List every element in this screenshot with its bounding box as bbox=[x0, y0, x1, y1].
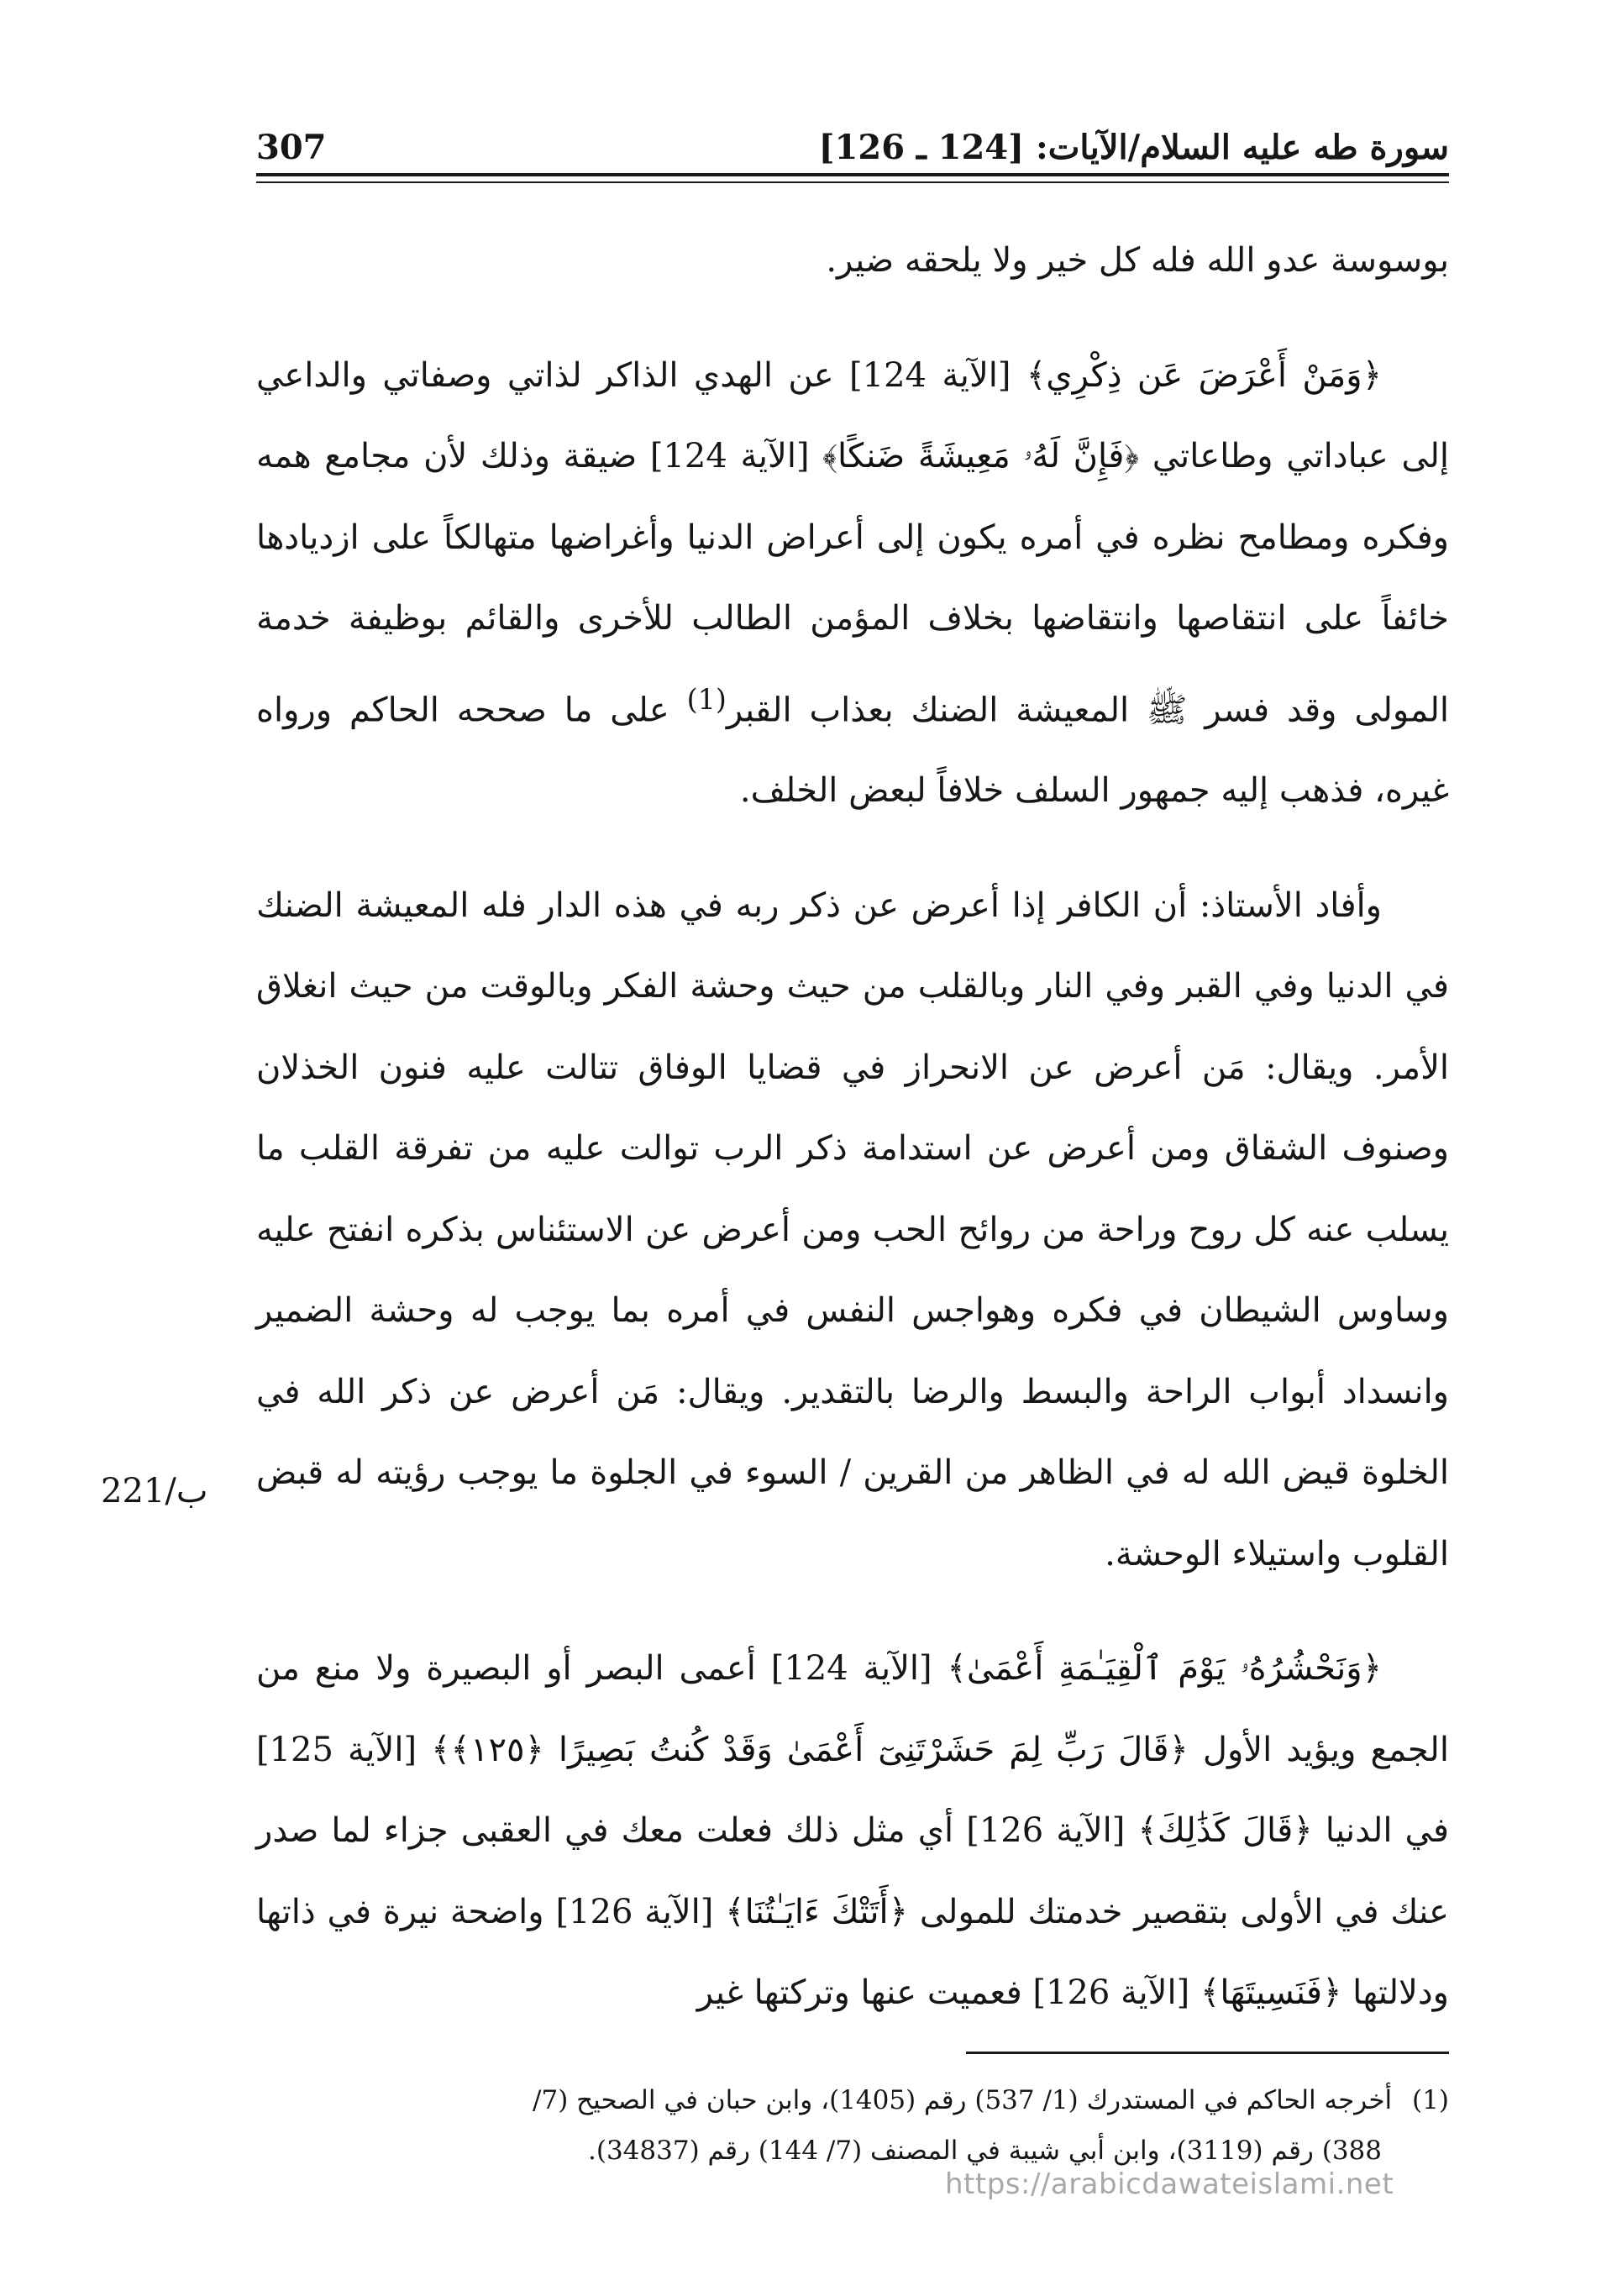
text-run: [الآية 126] واضحة نيرة في ذاتها ودلالتها bbox=[256, 1892, 1449, 2013]
text-run: [الآية 126] فعميت عنها وتركتها غير bbox=[696, 1973, 1200, 2013]
quran-quote: ﴿فَنَسِيتَهَا﴾ bbox=[1200, 1973, 1342, 2013]
footnote-marker: (1) bbox=[1412, 2085, 1449, 2115]
paragraph bbox=[256, 335, 1449, 832]
quran-quote: ﴿فَإِنَّ لَهُۥ مَعِيشَةً ضَنكًا﴾ bbox=[822, 437, 1140, 475]
paragraph bbox=[256, 1628, 1449, 2034]
footnote-separator bbox=[966, 2052, 1449, 2054]
body-text bbox=[256, 220, 1449, 2034]
footnote-continuation: 388) رقم (3119)، وابن أبي شيبة في المصنف (7/ 144) رقم (34837). bbox=[587, 2136, 1382, 2166]
quran-quote: ﴿وَمَنْ أَعْرَضَ عَن ذِكْرِي﴾ bbox=[1026, 355, 1383, 395]
footnote-text: أخرجه الحاكم في المستدرك (1/ 537) رقم (1405)، وابن حبان في الصحيح (7/ bbox=[533, 2085, 1393, 2115]
footnote-reference: (1) bbox=[686, 682, 727, 716]
text-run: [الآية 124] ضيقة وذلك لأن مجامع همه وفكره ومطامح نظره في أمره يكون إلى أعراض الدنيا وأغراضها متهالكاً على ازديادها خائفاً على انتقاصها وانتقاضها بخلاف المؤمن الطالب للأخرى والقائم بوظيفة خدمة المولى وقد فسر ﷺ المعيشة الضنك بعذاب القبر bbox=[256, 437, 1449, 729]
quran-quote: ﴿وَنَحْشُرُهُۥ يَوْمَ ٱلْقِيَـٰمَةِ أَعْمَىٰ﴾ bbox=[947, 1649, 1383, 1689]
paragraph bbox=[256, 220, 1449, 302]
header-rule-thick bbox=[256, 173, 1449, 176]
page-number: 307 bbox=[256, 128, 327, 167]
quran-quote: ﴿قَالَ كَذَٰلِكَ﴾ bbox=[1137, 1811, 1313, 1851]
margin-folio-note: 221/ب bbox=[101, 1472, 208, 1511]
text-run: [الآية 125] في الدنيا bbox=[256, 1730, 1450, 1851]
text-run: وأفاد الأستاذ: أن الكافر إذا أعرض عن ذكر ربه في هذه الدار فله المعيشة الضنك في الدنيا وفي القبر وفي النار وبالقلب من حيث وحشة الفكر وبالوقت من حيث انغلاق الأمر. ويقال: مَن أعرض عن الانحراز في قضايا الوفاق تتالت عليه فنون الخذلان وصنوف الشقاق ومن أعرض عن استدامة ذكر الرب توالت عليه من تفرقة القلب ما يسلب عنه كل روح وراحة من روائح الحب ومن أعرض عن الاستئناس بذكره انفتح عليه وساوس الشيطان في فكره وهواجس النفس في أمره بما يوجب له وحشة الضمير وانسداد أبواب الراحة والبسط والرضا بالتقدير. ويقال: مَن أعرض عن ذكر الله في الخلوة قيض الله له في الظاهر من القرين / السوء في الجلوة ما يوجب رؤيته له قبض القلوب واستيلاء الوحشة. bbox=[256, 885, 1449, 1574]
footnote bbox=[319, 2075, 1449, 2176]
text-run: بوسوسة عدو الله فله كل خير ولا يلحقه ضير. bbox=[826, 241, 1449, 280]
running-header bbox=[256, 126, 1449, 170]
header-title: سورة طه عليه السلام/الآيات: [124 ـ 126] bbox=[818, 128, 1449, 167]
paragraph bbox=[256, 865, 1449, 1595]
watermark-url: https://arabicdawateislami.net bbox=[945, 2167, 1394, 2201]
text-run: [الآية 126] أي مثل ذلك فعلت معك في العقبى جزاء لما صدر عنك في الأولى بتقصير خدمتك للمولى bbox=[256, 1811, 1450, 1931]
text-run: [الآية 124] عن الهدي الذاكر لذاتي وصفاتي والداعي إلى عباداتي وطاعاتي bbox=[256, 355, 1450, 475]
header-rule-thin bbox=[256, 181, 1449, 183]
text-run: [الآية 124] أعمى البصر أو البصيرة ولا منع من الجمع ويؤيد الأول bbox=[256, 1649, 1449, 1769]
quran-quote: ﴿أَتَتْكَ ءَايَـٰتُنَا﴾ bbox=[725, 1892, 909, 1931]
text-run: على ما صححه الحاكم ورواه غيره، فذهب إليه جمهور السلف خلافاً لبعض الخلف. bbox=[256, 690, 1449, 811]
quran-quote: ﴿قَالَ رَبِّ لِمَ حَشَرْتَنِىٓ أَعْمَىٰ وَقَدْ كُنتُ بَصِيرًا ﴿١٢٥﴾﴾ bbox=[431, 1730, 1189, 1769]
